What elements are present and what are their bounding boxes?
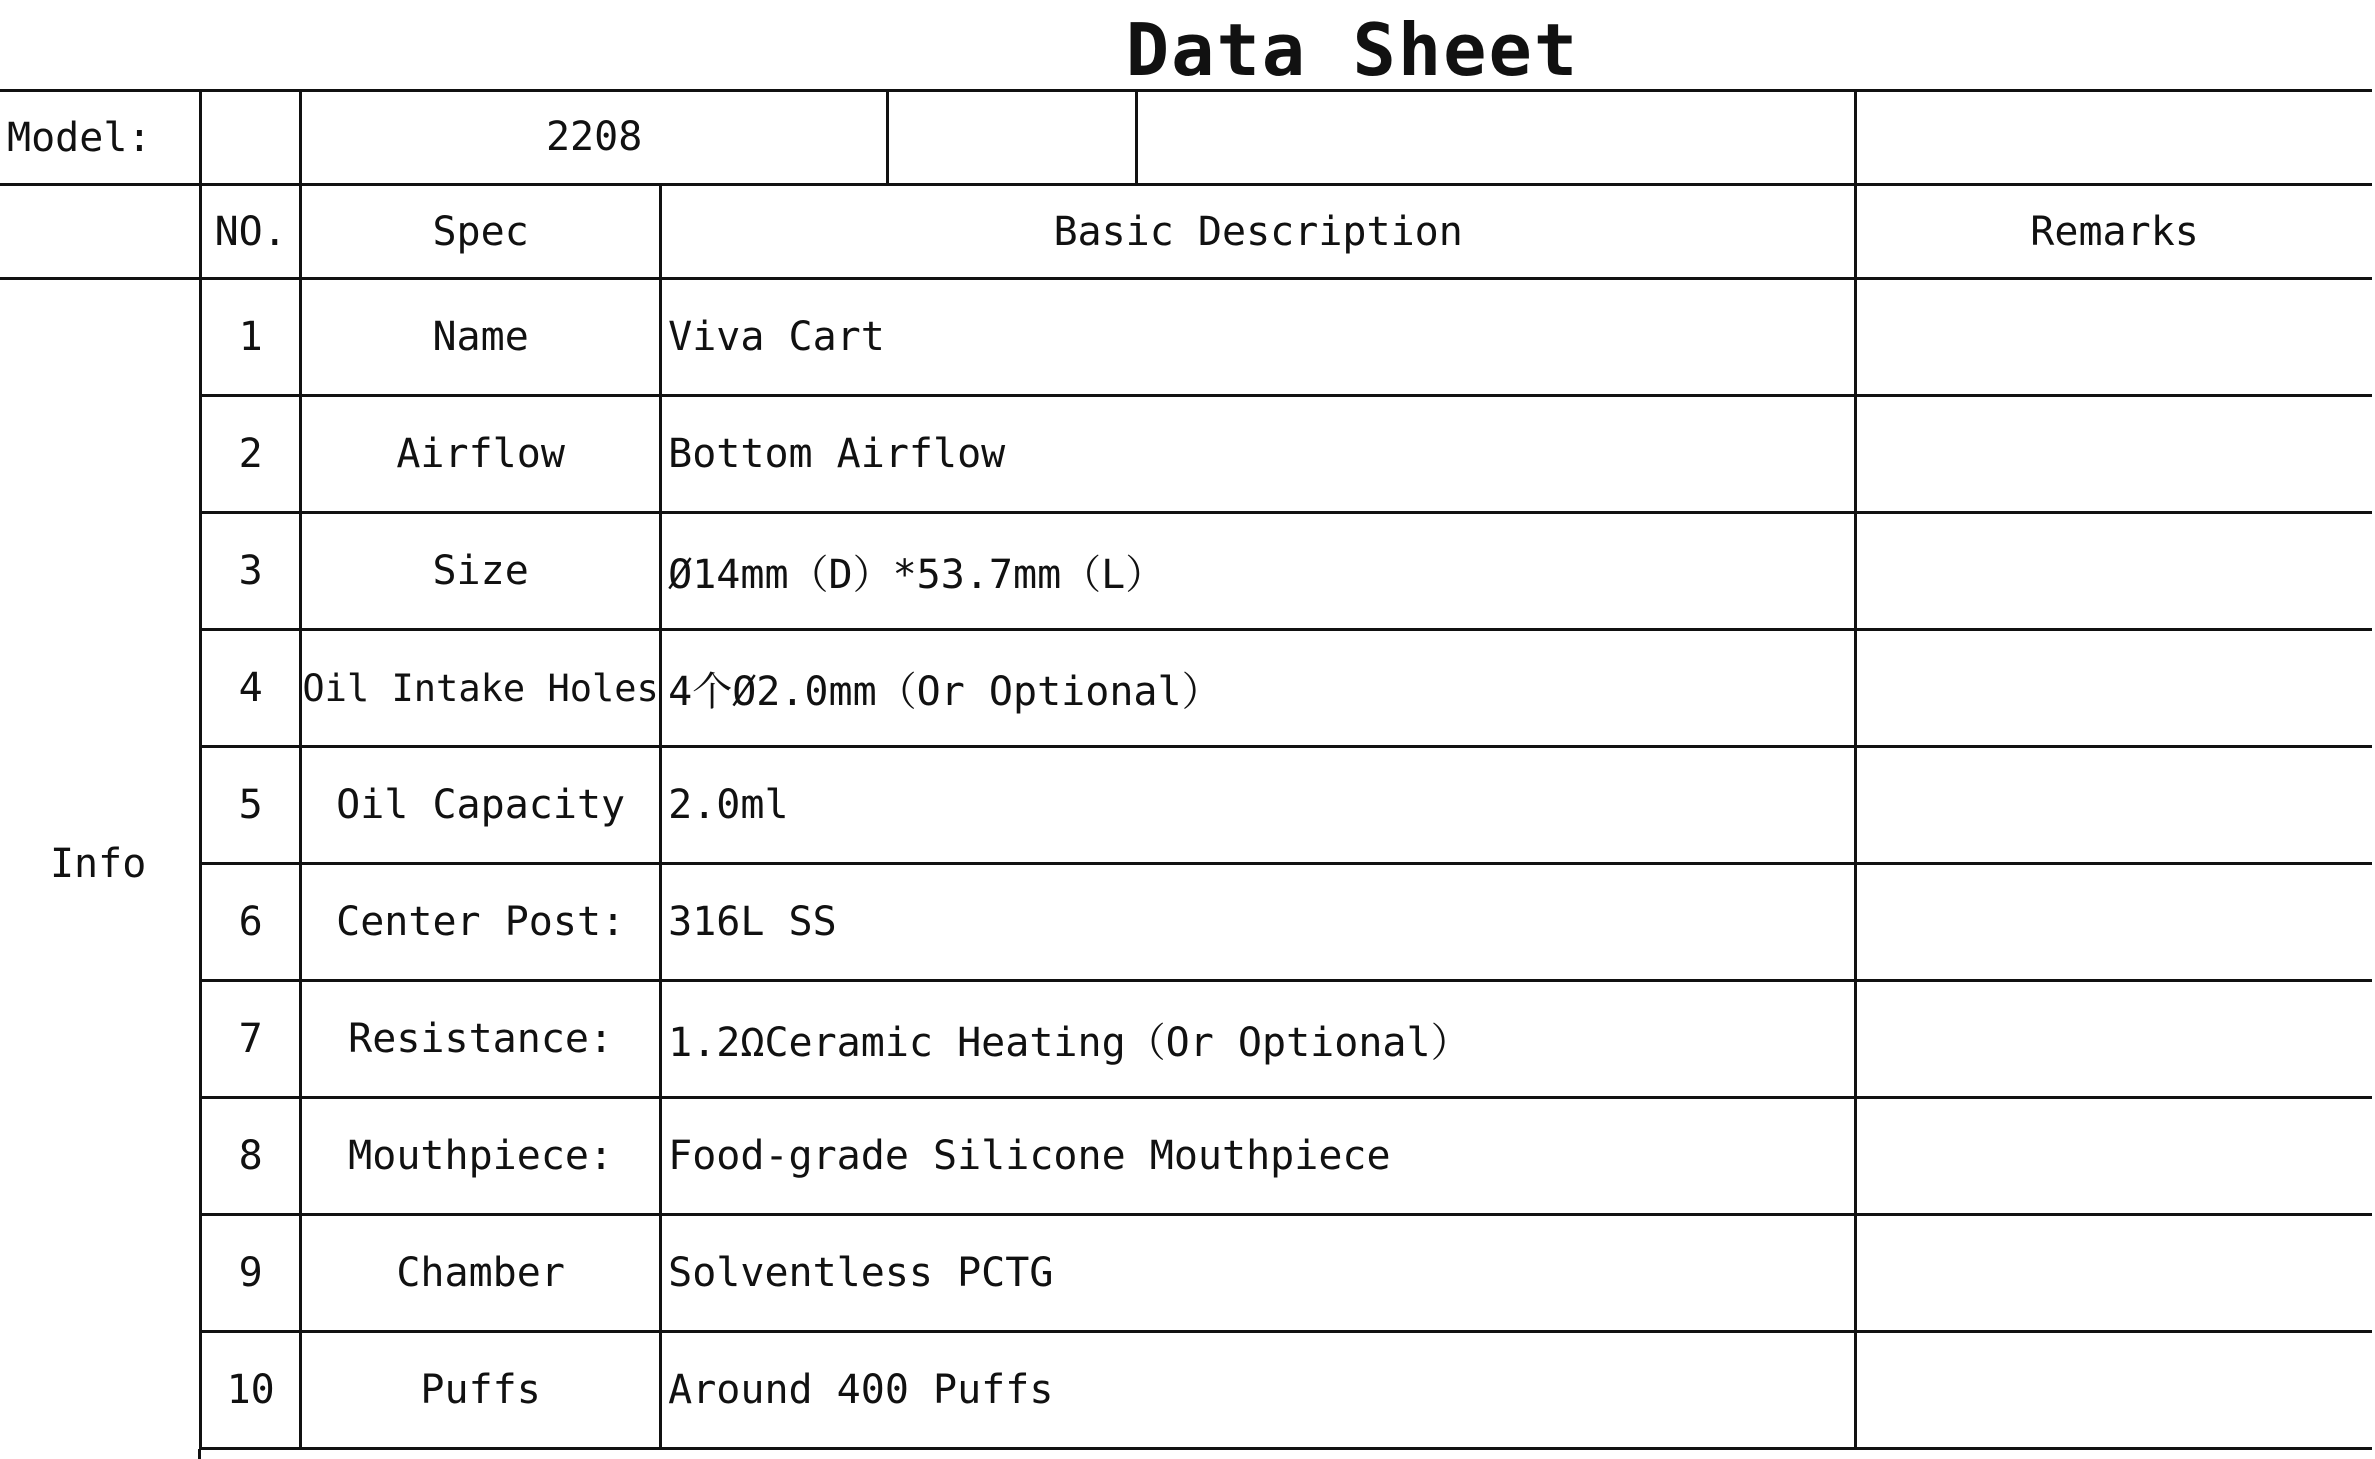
row-no: 6 [201, 864, 301, 981]
row-spec: Center Post: [301, 864, 661, 981]
model-value-group [301, 91, 1856, 185]
row-remarks [1856, 1332, 2372, 1449]
row-remarks [1856, 747, 2372, 864]
row-remarks [1856, 630, 2372, 747]
table-row [0, 513, 2372, 630]
model-empty-box [889, 92, 1138, 183]
table-row [0, 864, 2372, 981]
row-spec: Mouthpiece: [301, 1098, 661, 1215]
model-remarks-cell [1856, 91, 2372, 185]
row-description: 2.0ml [661, 747, 1856, 864]
model-empty-cell [201, 91, 301, 185]
table-row [0, 747, 2372, 864]
row-remarks [1856, 279, 2372, 396]
model-row [0, 91, 2372, 185]
row-no: 1 [201, 279, 301, 396]
row-spec: Puffs [301, 1332, 661, 1449]
table-row [0, 981, 2372, 1098]
row-spec: Airflow [301, 396, 661, 513]
row-description: Around 400 Puffs [661, 1332, 1856, 1449]
table-row [0, 279, 2372, 396]
header-no: NO. [201, 185, 301, 279]
row-description: Bottom Airflow [661, 396, 1856, 513]
table-row [0, 1332, 2372, 1449]
row-spec: Chamber [301, 1215, 661, 1332]
header-description: Basic Description [661, 185, 1856, 279]
table-row [0, 1098, 2372, 1215]
row-no: 3 [201, 513, 301, 630]
row-remarks [1856, 1098, 2372, 1215]
row-remarks [1856, 864, 2372, 981]
header-blank-cell [0, 185, 201, 279]
data-sheet-table [0, 89, 2372, 1450]
page-title: Data Sheet [1125, 8, 1580, 92]
row-remarks [1856, 981, 2372, 1098]
model-label: Model: [0, 91, 201, 185]
row-remarks [1856, 396, 2372, 513]
row-no: 9 [201, 1215, 301, 1332]
row-no: 4 [201, 630, 301, 747]
row-description: Viva Cart [661, 279, 1856, 396]
model-value: 2208 [302, 92, 889, 183]
row-remarks [1856, 1215, 2372, 1332]
row-no: 2 [201, 396, 301, 513]
row-no: 8 [201, 1098, 301, 1215]
section-label-info: Info [0, 279, 201, 1449]
row-description: Solventless PCTG [661, 1215, 1856, 1332]
row-no: 7 [201, 981, 301, 1098]
model-empty-wide [1138, 92, 1854, 183]
row-spec: Size [301, 513, 661, 630]
row-no: 10 [201, 1332, 301, 1449]
row-no: 5 [201, 747, 301, 864]
table-divider-stub [198, 1449, 201, 1459]
table-row [0, 1215, 2372, 1332]
row-description: Food-grade Silicone Mouthpiece [661, 1098, 1856, 1215]
row-description: 4个Ø2.0mm（Or Optional） [661, 630, 1856, 747]
row-spec: Resistance: [301, 981, 661, 1098]
header-row [0, 185, 2372, 279]
header-remarks: Remarks [1856, 185, 2372, 279]
row-spec: Name [301, 279, 661, 396]
header-spec: Spec [301, 185, 661, 279]
row-description: 1.2ΩCeramic Heating（Or Optional） [661, 981, 1856, 1098]
row-description: 316L SS [661, 864, 1856, 981]
row-spec: Oil Intake Holes [301, 630, 661, 747]
row-description: Ø14mm（D）*53.7mm（L） [661, 513, 1856, 630]
row-remarks [1856, 513, 2372, 630]
table-row [0, 396, 2372, 513]
row-spec: Oil Capacity [301, 747, 661, 864]
table-row [0, 630, 2372, 747]
